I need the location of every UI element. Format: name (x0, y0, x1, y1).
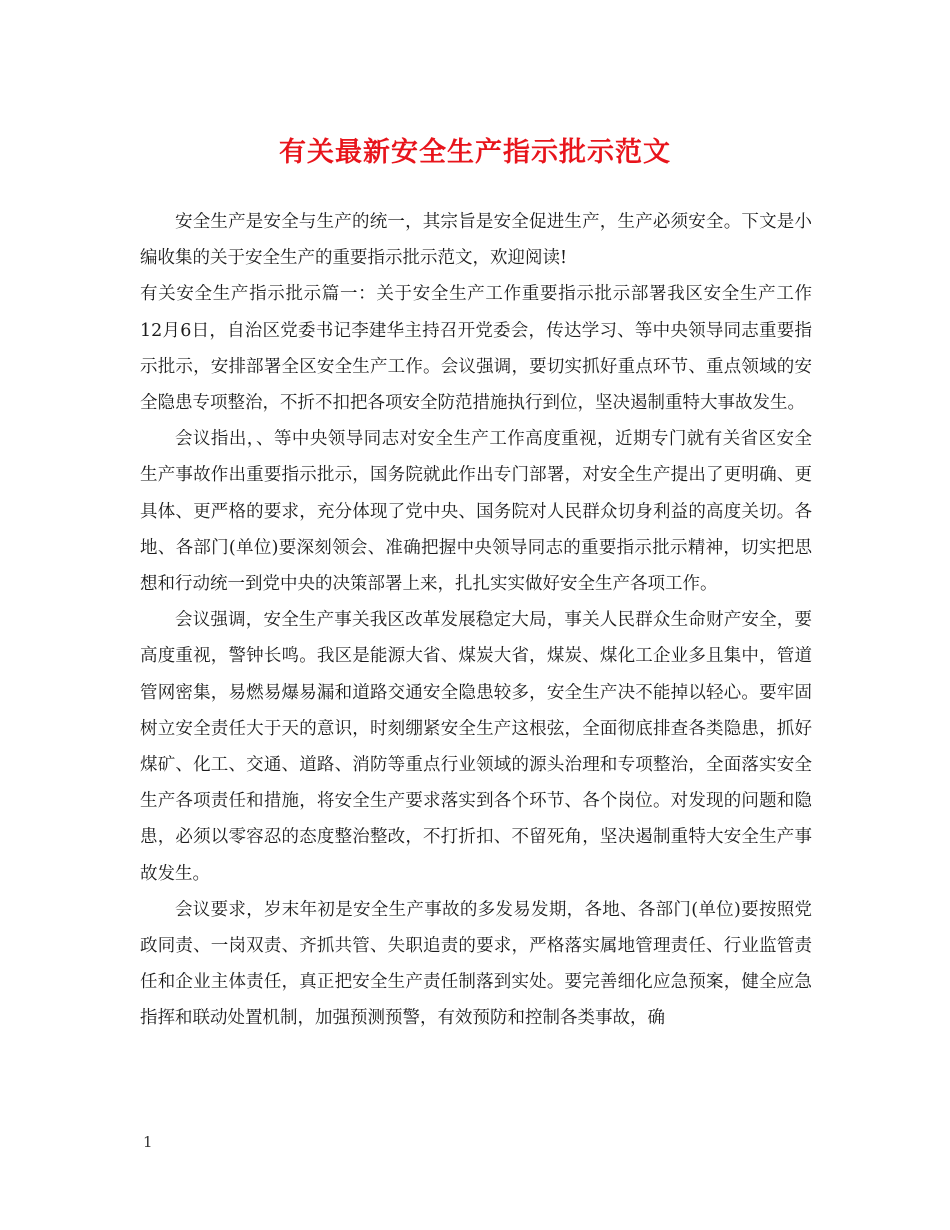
paragraph-intro: 安全生产是安全与生产的统一，其宗旨是安全促进生产，生产必须安全。下文是小编收集的关于安全生产的重要指示批示范文，欢迎阅读! (140, 212, 812, 269)
paragraph-meeting-points: 会议指出，、等中央领导同志对安全生产工作高度重视，近期专门就有关省区安全生产事故作出重要指示批示，国务院就此作出专门部署，对安全生产提出了更明确、更具体、更严格的要求，充分体现了党中央、国务院对人民群众切身利益的高度关切。各地、各部门(单位)要深刻领会、准确把握中央领导同志的重要指示批示精神，切实把思想和行动统一到党中央的决策部署上来，扎扎实实做好安全生产各项工作。 (140, 429, 812, 595)
document-body (140, 204, 847, 1037)
paragraph-meeting-emphasis: 会议强调，安全生产事关我区改革发展稳定大局，事关人民群众生命财产安全，要高度重视，警钟长鸣。我区是能源大省、煤炭大省，煤炭、煤化工企业多且集中，管道管网密集，易燃易爆易漏和道路交通安全隐患较多，安全生产决不能掉以轻心。要牢固树立安全责任大于天的意识，时刻绷紧安全生产这根弦，全面彻底排查各类隐患，抓好煤矿、化工、交通、道路、消防等重点行业领域的源头治理和专项整治，全面落实安全生产各项责任和措施，将安全生产要求落实到各个环节、各个岗位。对发现的问题和隐患，必须以零容忍的态度整治整改，不打折扣、不留死角，坚决遏制重特大安全生产事故发生。 (140, 610, 812, 884)
paragraph-meeting-requirements: 会议要求，岁末年初是安全生产事故的多发易发期，各地、各部门(单位)要按照党政同责、一岗双责、齐抓共管、失职追责的要求，严格落实属地管理责任、行业监管责任和企业主体责任，真正把安全生产责任制落到实处。要完善细化应急预案，健全应急指挥和联动处置机制，加强预测预警，有效预防和控制各类事故，确 (140, 899, 812, 1029)
page-number: 1 (143, 1133, 153, 1151)
document-title: 有关最新安全生产指示批示范文 (279, 137, 671, 168)
paragraph-article-one: 有关安全生产指示批示篇一：关于安全生产工作重要指示批示部署我区安全生产工作 12月6日，自治区党委书记李建华主持召开党委会，传达学习、等中央领导同志重要指示批示，安排部署全区安全生产工作。会议强调，要切实抓好重点环节、重点领域的安全隐患专项整治，不折不扣把各项安全防范措施执行到位，坚决遏制重特大事故发生。 (140, 284, 847, 414)
